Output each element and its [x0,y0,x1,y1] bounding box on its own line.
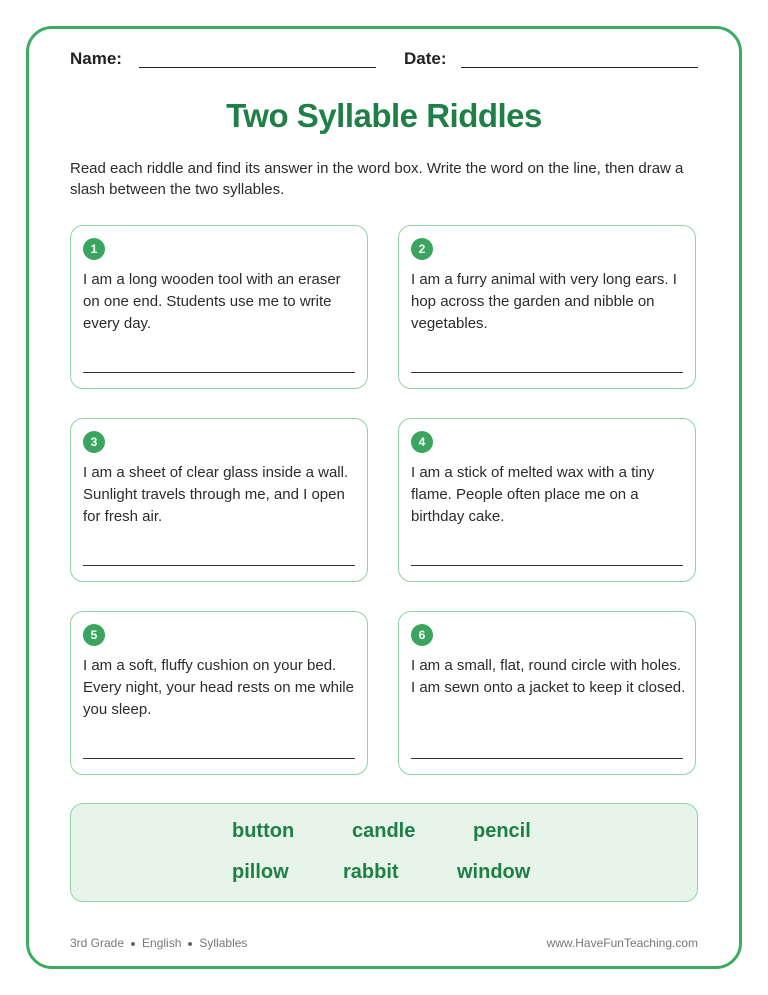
riddle-card-3 [70,418,368,582]
riddle-card-4 [398,418,696,582]
riddle-text: I am a soft, fluffy cushion on your bed. Every night, your head rests on me while you sleep. [83,657,354,718]
riddle-number-badge: 2 [411,238,433,260]
instructions: Read each riddle and find its answer in the word box. Write the word on the line, then draw a slash between the two syllables. [70,160,684,198]
footer-website[interactable]: www.HaveFunTeaching.com [546,936,698,950]
riddle-number-badge: 6 [411,624,433,646]
word-box-item: rabbit [343,861,399,883]
riddle-number-badge: 3 [83,431,105,453]
answer-line[interactable] [411,372,683,373]
name-label: Name: [70,49,122,68]
answer-line[interactable] [83,565,355,566]
riddle-card-6 [398,611,696,775]
date-line[interactable] [461,67,698,68]
riddle-text: I am a furry animal with very long ears. I hop across the garden and nibble on vegetables. [411,271,677,332]
footer-tags [70,936,247,950]
word-box-item: pillow [232,861,289,883]
riddle-number-badge: 4 [411,431,433,453]
word-box-item: button [232,820,295,842]
word-box-item: candle [352,820,416,842]
word-box [70,803,698,902]
answer-line[interactable] [411,565,683,566]
page-title: Two Syllable Riddles [226,97,542,134]
riddle-text: I am a long wooden tool with an eraser on one end. Students use me to write every day. [83,271,341,332]
riddle-card-2 [398,225,696,389]
footer-tag-topic: Syllables [199,936,248,950]
date-label: Date: [404,49,447,68]
name-line[interactable] [139,67,376,68]
answer-line[interactable] [411,758,683,759]
riddle-text: I am a small, flat, round circle with holes. I am sewn onto a jacket to keep it closed. [411,657,686,696]
riddle-text: I am a sheet of clear glass inside a wall. Sunlight travels through me, and I open for fresh air. [83,464,349,525]
riddle-text: I am a stick of melted wax with a tiny flame. People often place me on a birthday cake. [411,464,655,525]
footer-tag-subject: English [142,936,182,950]
riddle-card-1 [70,225,368,389]
riddle-card-5 [70,611,368,775]
word-box-item: window [457,861,531,883]
answer-line[interactable] [83,758,355,759]
riddle-number-badge: 1 [83,238,105,260]
word-box-item: pencil [473,820,531,842]
bullet-icon [188,942,192,946]
riddle-number-badge: 5 [83,624,105,646]
footer-tag-grade: 3rd Grade [70,936,125,950]
answer-line[interactable] [83,372,355,373]
bullet-icon [131,942,135,946]
